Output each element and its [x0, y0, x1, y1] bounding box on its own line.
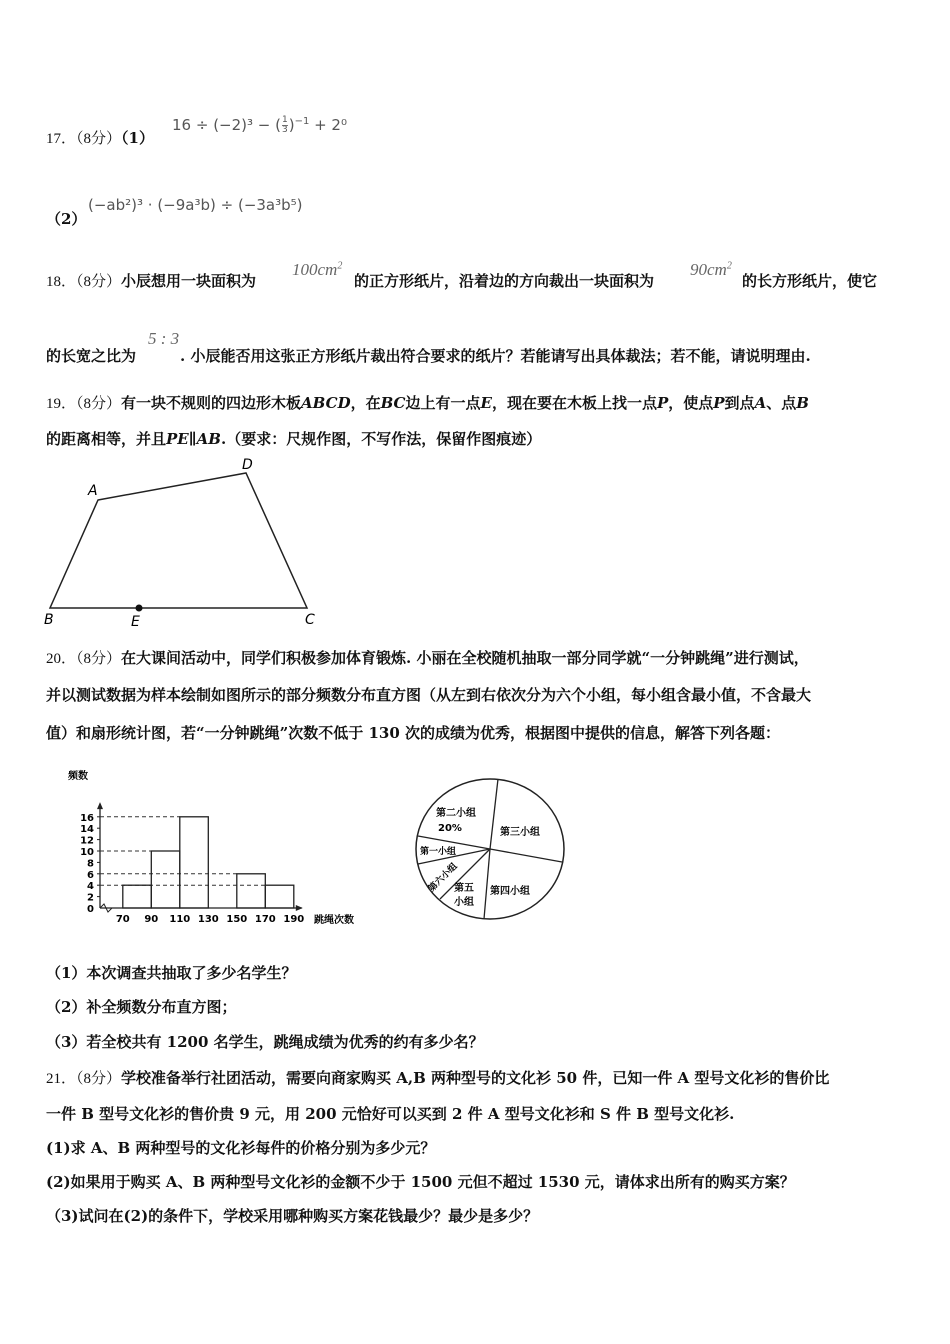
histogram-bar [237, 874, 265, 908]
label-a: A [88, 483, 98, 499]
histogram-bar [180, 817, 209, 908]
y-tick-label: 10 [80, 847, 94, 858]
quadrilateral-figure [40, 456, 330, 630]
q18-text-2: 的正方形纸片，沿着边的方向裁出一块面积为 [354, 272, 655, 290]
q18-area-90: $90cm^2$ [690, 260, 732, 279]
q18-text-3: 的长方形纸片，使它 [742, 272, 878, 290]
y-tick-label: 8 [87, 858, 94, 870]
pie-label-g5-b: 小组 [454, 897, 474, 908]
q18-line1: 18．（8分）小辰想用一块面积为 [46, 272, 257, 290]
q17-expression-2: (−ab²)³ · (−9a³b) ÷ (−3a³b⁵) [88, 196, 303, 214]
histogram-bar [265, 885, 294, 908]
q17-expression-1: 16 ÷ (−2)³ − ( $\frac{1}{3}$ )$^{-1}$ + 2⁰ [172, 115, 347, 135]
x-tick-label: 130 [197, 914, 219, 925]
q20-line3: 值）和扇形统计图，若“一分钟跳绳”次数不低于 130 次的成绩为优秀，根据图中提供的信息，解答下列各题： [46, 724, 781, 742]
x-tick-label: 150 [226, 914, 248, 925]
q21-line2: 一件 B 型号文化衫的售价贵 9 元，用 200 元恰好可以买到 2 件 A 型号文化衫和 S 件 B 型号文化衫. [46, 1105, 735, 1123]
q21-sub2: (2)如果用于购买 A、B 两种型号文化衫的金额不少于 1500 元但不超过 1530 元，请体求出所有的购买方案？ [46, 1173, 795, 1191]
y-tick-label: 16 [80, 812, 94, 824]
pie-label-g6: 第六小组 [427, 861, 460, 895]
histogram-bar [123, 885, 152, 908]
pie-chart [410, 774, 580, 924]
pie-label-g4: 第四小组 [490, 886, 530, 897]
pie-label-g1: 第一小组 [420, 847, 457, 857]
x-tick-label: 70 [115, 914, 130, 925]
q18-area-100: $100cm^2$ [292, 260, 343, 279]
pie-divider-g4-g5 [484, 849, 490, 919]
q20-line2: 并以测试数据为样本绘制如图所示的部分频数分布直方图（从左到右依次分为六个小组，每小组含最小值，不含最大 [46, 686, 812, 704]
x-tick-label: 110 [169, 914, 191, 925]
point-e-dot [136, 605, 143, 612]
q20-sub1: （1）本次调查共抽取了多少名学生？ [46, 964, 297, 982]
x-axis-title: 跳绳次数 [314, 915, 354, 926]
q17-part1-label: （1） [121, 129, 154, 147]
y-tick-label: 4 [87, 881, 94, 893]
label-c: C [305, 612, 315, 628]
y-axis-title: 频数 [68, 771, 88, 782]
frequency-histogram [60, 765, 380, 930]
pie-label-g3: 第三小组 [500, 827, 540, 838]
pie-divider-g3-g4 [490, 849, 562, 862]
y-axis-arrow [97, 802, 103, 809]
pie-label-g2-percent: 20% [438, 823, 462, 834]
label-d: D [242, 457, 253, 473]
q21-sub3: （3)试问在(2)的条件下，学校采用哪种购买方案花钱最少？最少是多少？ [46, 1207, 539, 1225]
q21-line1: 21．（8分）学校准备举行社团活动，需要向商家购买 A,B 两种型号的文化衫 50 件，已知一件 A 型号文化衫的售价比 [46, 1069, 830, 1087]
pie-label-g2: 第二小组 [436, 808, 476, 819]
q18-ratio: 5 : 3 [148, 329, 180, 348]
q17-frac-den: 3 [281, 125, 288, 135]
label-e: E [131, 614, 140, 630]
x-tick-label: 170 [254, 914, 276, 925]
y-tick-label: 2 [87, 892, 94, 904]
y-tick-label: 0 [87, 904, 94, 915]
q20-line1: 20．（8分）在大课间活动中，同学们积极参加体育锻炼. 小丽在全校随机抽取一部分同学就“一分钟跳绳”进行测试， [46, 649, 809, 667]
q17-line1 [46, 127, 154, 148]
q18-text-5: . 小辰能否用这张正方形纸片裁出符合要求的纸片？若能请写出具体裁法；若不能，请说明理由. [180, 347, 811, 365]
q17-part2-label: （2） [46, 210, 87, 228]
q20-sub2: （2）补全频数分布直方图； [46, 998, 237, 1016]
y-tick-label: 14 [80, 824, 94, 836]
x-axis-arrow [296, 905, 303, 911]
y-tick-label: 12 [80, 835, 94, 847]
q17-frac-num: 1 [281, 115, 288, 125]
histogram-bar [151, 851, 180, 908]
q20-sub3: （3）若全校共有 1200 名学生，跳绳成绩为优秀的约有多少名？ [46, 1033, 484, 1051]
x-tick-label: 90 [144, 914, 159, 925]
q19-line1: 19．（8分）有一块不规则的四边形木板ABCD，在BC边上有一点E，现在要在木板上找一点P，使点P到点A、点B [46, 394, 809, 412]
q19-line2: 的距离相等，并且PE∥AB.（要求：尺规作图，不写作法，保留作图痕迹） [46, 430, 542, 448]
pie-divider-g2-g3 [490, 779, 498, 849]
y-tick-label: 6 [87, 869, 94, 881]
q18-text-4: 的长宽之比为 [46, 347, 137, 365]
label-b: B [44, 612, 54, 628]
pie-label-g5-a: 第五 [454, 883, 474, 894]
q17-number: 17．（8分） [46, 131, 122, 147]
x-tick-label: 190 [283, 914, 305, 925]
q21-sub1: (1)求 A、B 两种型号的文化衫每件的价格分别为多少元？ [46, 1139, 436, 1157]
